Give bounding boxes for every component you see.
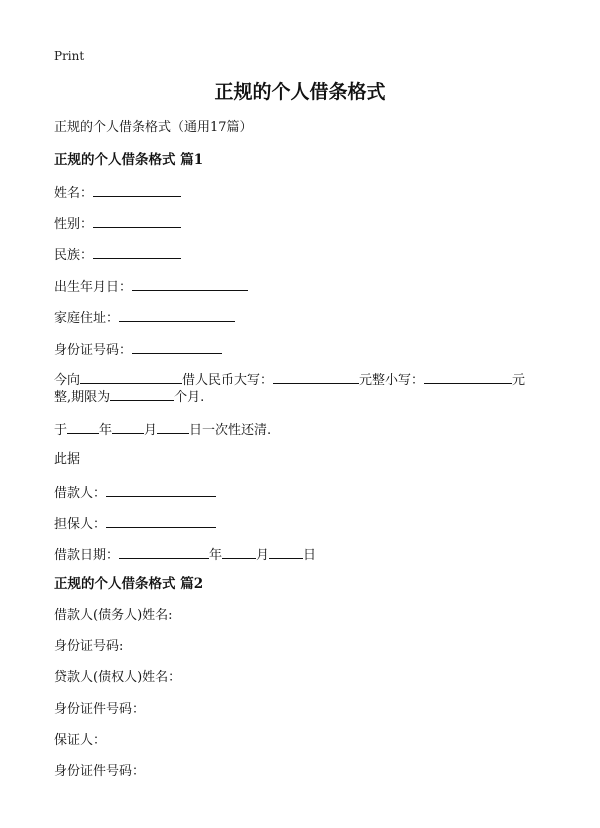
birthdate-label: 出生年月日： [54,280,133,295]
gender-label: 性别： [54,217,94,232]
guarantor-label: 担保人： [54,517,107,532]
address-label: 家庭住址： [54,311,120,326]
intro-text: 正规的个人借条格式（通用17篇） [54,120,253,135]
ethnicity-blank [93,245,181,259]
print-link[interactable]: Print [54,49,85,63]
loan-date-field [54,545,316,564]
guarantor-blank [106,514,216,528]
creditor-id-label: 身份证件号码： [54,702,146,717]
repay-text-3: 月 [144,423,158,438]
lender-blank [80,370,182,384]
id-number-blank [132,340,222,354]
address-field [54,308,235,327]
repay-text-2: 年 [99,423,113,438]
repay-day-blank [157,420,189,434]
gender-field [54,214,181,233]
guarantor-label-2: 保证人： [54,733,107,748]
birthdate-blank [132,277,248,291]
address-blank [119,308,235,322]
name-blank [93,183,181,197]
repay-text-4: 日一次性还清. [189,423,272,438]
loan-date-year: 年 [209,548,223,563]
loan-text-6: 个月. [174,390,205,405]
repayment-line [54,420,271,439]
loan-date-month-blank [222,545,256,559]
repay-year-blank [67,420,99,434]
ethnicity-label: 民族： [54,248,94,263]
name-field [54,183,181,202]
repay-month-blank [112,420,144,434]
loan-text-3: 元整小写： [359,373,425,388]
loan-text-4: 元 [512,373,526,388]
amount-figures-blank [424,370,512,384]
creditor-name-label: 贷款人(债权人)姓名： [54,670,182,685]
repay-text-1: 于 [54,423,68,438]
loan-text-5: 整,期限为 [54,390,111,405]
birthdate-field [54,277,248,296]
evidence-text: 此据 [54,452,81,467]
loan-date-day: 日 [303,548,317,563]
document-title: 正规的个人借条格式 [214,81,386,103]
debtor-id-label: 身份证号码: [54,639,124,654]
id-number-label: 身份证号码： [54,343,133,358]
guarantor-id-label: 身份证件号码： [54,764,146,779]
section-1-heading: 正规的个人借条格式 篇1 [54,152,204,168]
id-number-field [54,340,222,359]
loan-date-label: 借款日期： [54,548,120,563]
borrower-field [54,483,216,502]
loan-date-year-blank [119,545,209,559]
loan-date-day-blank [269,545,303,559]
loan-text-2: 借人民币大写： [182,373,274,388]
loan-date-month: 月 [256,548,270,563]
ethnicity-field [54,245,181,264]
debtor-name-label: 借款人(债务人)姓名: [54,608,173,623]
section-2-heading: 正规的个人借条格式 篇2 [54,576,204,592]
gender-blank [93,214,181,228]
loan-text-1: 今向 [54,373,81,388]
loan-statement-line2 [54,387,204,406]
amount-words-blank [273,370,359,384]
name-label: 姓名： [54,186,94,201]
term-blank [110,387,174,401]
borrower-blank [106,483,216,497]
guarantor-field [54,514,216,533]
borrower-label: 借款人： [54,486,107,501]
